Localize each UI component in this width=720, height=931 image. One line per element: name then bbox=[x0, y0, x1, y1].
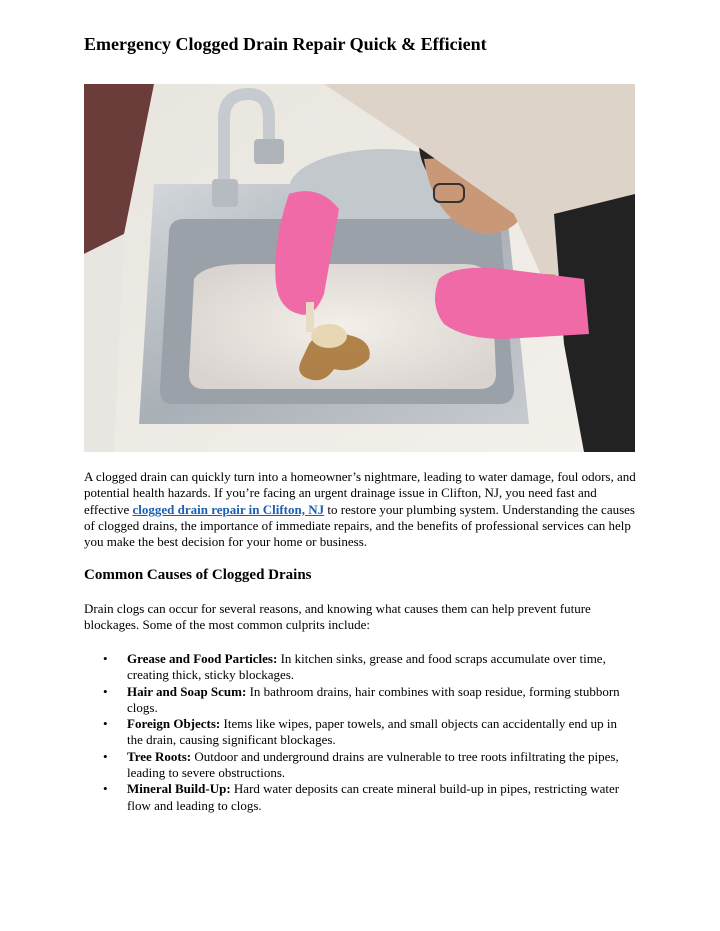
list-item bbox=[84, 716, 636, 749]
bullet-icon: • bbox=[103, 716, 108, 732]
list-item bbox=[84, 749, 636, 782]
list-item-term: Tree Roots: bbox=[127, 748, 192, 764]
intro-paragraph bbox=[84, 469, 636, 550]
list-item-text: Outdoor and underground drains are vulnerable to tree roots infiltrating the pipes, leading to severe obstructions. bbox=[127, 748, 619, 781]
bullet-icon: • bbox=[103, 781, 108, 797]
section-heading: Common Causes of Clogged Drains bbox=[84, 567, 312, 583]
list-item-text: In kitchen sinks, grease and food scraps accumulate over time, creating thick, sticky blockages. bbox=[127, 651, 606, 683]
causes-list bbox=[84, 651, 636, 814]
list-item-text: Items like wipes, paper towels, and small objects can accidentally end up in the drain, causing significant blockages. bbox=[127, 716, 618, 748]
list-item-text: Hard water deposits can create mineral build-up in pipes, restricting water flow and leading to clogs. bbox=[127, 781, 620, 813]
list-item bbox=[84, 684, 636, 717]
bullet-icon: • bbox=[103, 748, 108, 764]
list-item bbox=[84, 651, 636, 684]
intro-text-after: to restore your plumbing system. Understanding the causes of clogged drains, the importance of immediate repairs, and the benefits of professional services can help you make the best decision for your home or business. bbox=[84, 501, 635, 550]
clogged-drain-repair-link[interactable]: clogged drain repair in Clifton, NJ bbox=[132, 501, 325, 517]
sink-photo bbox=[84, 84, 635, 452]
bullet-icon: • bbox=[103, 683, 108, 699]
list-item-term: Foreign Objects: bbox=[127, 716, 221, 732]
intro-text-before: A clogged drain can quickly turn into a homeowner’s nightmare, leading to water damage, foul odors, and potential health hazards. If you’re facing an urgent drainage issue in Clifton, NJ, you need fast and effective bbox=[84, 469, 636, 517]
list-item-text: In bathroom drains, hair combines with soap residue, forming stubborn clogs. bbox=[127, 683, 620, 715]
list-item-term: Mineral Build-Up: bbox=[127, 781, 231, 797]
list-item-term: Hair and Soap Scum: bbox=[127, 683, 247, 699]
section-intro-paragraph: Drain clogs can occur for several reasons, and knowing what causes them can help prevent future blockages. Some of the most common culprits include: bbox=[84, 601, 591, 633]
bullet-icon: • bbox=[103, 651, 108, 666]
page-title: Emergency Clogged Drain Repair Quick & Efficient bbox=[84, 34, 487, 54]
list-item-term: Grease and Food Particles: bbox=[127, 651, 278, 666]
list-item bbox=[84, 781, 636, 814]
